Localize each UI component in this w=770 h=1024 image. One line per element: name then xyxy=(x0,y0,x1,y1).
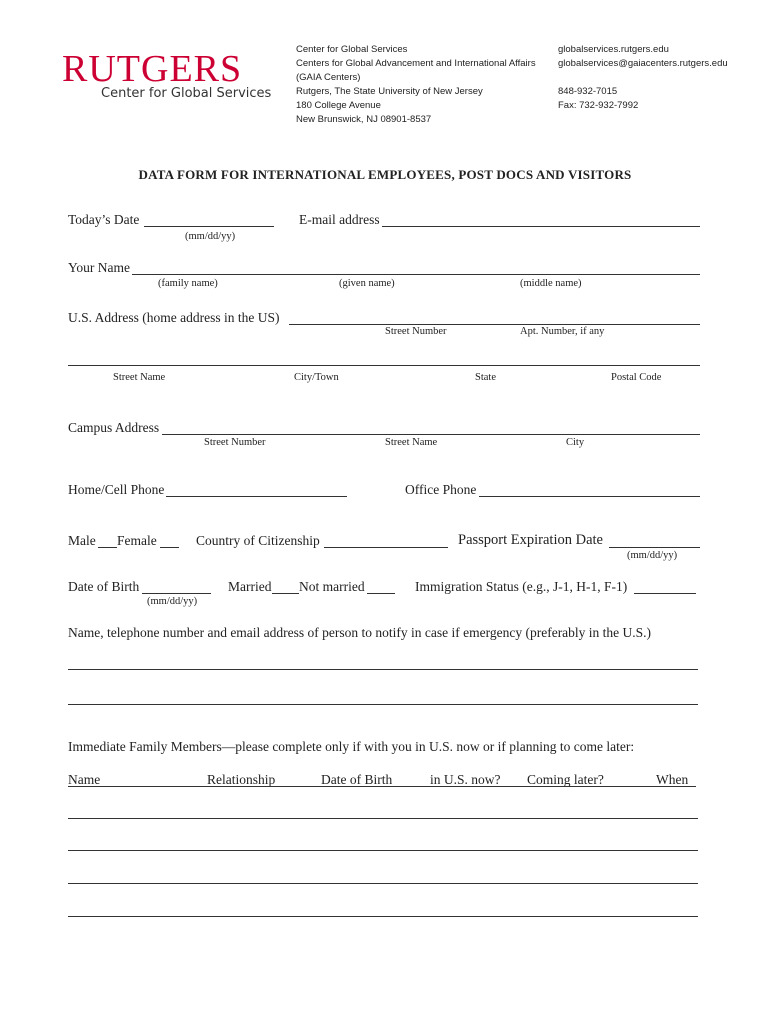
not-married-label: Not married xyxy=(299,579,365,594)
campus-address-label: Campus Address xyxy=(68,420,160,435)
family-row-3[interactable] xyxy=(68,883,698,884)
campus-address-field[interactable] xyxy=(162,434,700,435)
male-label: Male xyxy=(68,533,96,548)
col-in-us: in U.S. now? xyxy=(430,772,501,787)
address-line: (GAIA Centers) xyxy=(296,72,361,83)
office-address xyxy=(296,43,536,127)
country-field[interactable] xyxy=(324,547,448,548)
immigration-field[interactable] xyxy=(634,593,696,594)
state-hint: State xyxy=(475,372,496,383)
campus-street-number-hint: Street Number xyxy=(204,437,266,448)
us-address-line-2-field[interactable] xyxy=(68,365,700,366)
us-address-field[interactable] xyxy=(289,324,700,325)
male-field[interactable] xyxy=(98,547,117,548)
family-row-2[interactable] xyxy=(68,850,698,851)
col-coming-later: Coming later? xyxy=(527,772,604,787)
form-title: DATA FORM FOR INTERNATIONAL EMPLOYEES, POST DOCS AND VISITORS xyxy=(138,167,632,182)
female-label: Female xyxy=(117,533,157,548)
date-format-hint: (mm/dd/yy) xyxy=(185,231,236,242)
rutgers-logo: RUTGERS xyxy=(62,48,243,90)
family-row-1[interactable] xyxy=(68,818,698,819)
postal-code-hint: Postal Code xyxy=(611,372,662,383)
emergency-label: Name, telephone number and email address of person to notify in case if emergency (preferably in the U.S.) xyxy=(68,625,652,640)
emergency-field-2[interactable] xyxy=(68,704,698,705)
logo-subtitle: Center for Global Services xyxy=(101,86,272,101)
family-header-underline xyxy=(68,786,696,787)
address-line: Centers for Global Advancement and International Affairs xyxy=(296,58,536,69)
female-field[interactable] xyxy=(160,547,179,548)
col-when: When xyxy=(656,772,689,787)
home-phone-field[interactable] xyxy=(166,496,347,497)
dob-format-hint: (mm/dd/yy) xyxy=(147,596,198,607)
address-line: Rutgers, The State University of New Jersey xyxy=(296,86,483,97)
family-row-4[interactable] xyxy=(68,916,698,917)
your-name-field[interactable] xyxy=(132,274,700,275)
apt-number-hint: Apt. Number, if any xyxy=(520,326,605,337)
phone: 848-932-7015 xyxy=(558,86,618,97)
office-phone-field[interactable] xyxy=(479,496,700,497)
dob-label: Date of Birth xyxy=(68,579,140,594)
immigration-label: Immigration Status (e.g., J-1, H-1, F-1) xyxy=(415,579,628,594)
col-dob: Date of Birth xyxy=(321,772,393,787)
col-relationship: Relationship xyxy=(207,772,276,787)
city-hint: City xyxy=(566,437,585,448)
address-line: Center for Global Services xyxy=(296,44,408,55)
todays-date-field[interactable] xyxy=(144,226,274,227)
passport-format-hint: (mm/dd/yy) xyxy=(627,550,678,561)
website: globalservices.rutgers.edu xyxy=(558,44,669,55)
street-number-hint: Street Number xyxy=(385,326,447,337)
address-line: New Brunswick, NJ 08901-8537 xyxy=(296,114,432,125)
home-phone-label: Home/Cell Phone xyxy=(68,482,165,497)
not-married-field[interactable] xyxy=(367,593,395,594)
email-field[interactable] xyxy=(382,226,700,227)
address-line: 180 College Avenue xyxy=(296,100,381,111)
married-label: Married xyxy=(228,579,272,594)
middle-name-hint: (middle name) xyxy=(520,278,582,289)
col-name: Name xyxy=(68,772,101,787)
street-name-hint: Street Name xyxy=(113,372,166,383)
family-intro: Immediate Family Members—please complete only if with you in U.S. now or if planning to come later: xyxy=(68,739,635,754)
passport-label: Passport Expiration Date xyxy=(458,532,603,548)
family-name-hint: (family name) xyxy=(158,278,218,289)
us-address-label: U.S. Address (home address in the US) xyxy=(68,310,280,325)
email-label: E-mail address xyxy=(299,212,380,227)
passport-field[interactable] xyxy=(609,547,700,548)
emergency-field-1[interactable] xyxy=(68,669,698,670)
dob-field[interactable] xyxy=(142,593,211,594)
city-town-hint: City/Town xyxy=(294,372,339,383)
todays-date-label: Today’s Date xyxy=(68,212,140,227)
country-label: Country of Citizenship xyxy=(196,533,320,548)
married-field[interactable] xyxy=(272,593,299,594)
campus-street-name-hint: Street Name xyxy=(385,437,438,448)
your-name-label: Your Name xyxy=(68,260,131,275)
email: globalservices@gaiacenters.rutgers.edu xyxy=(558,58,728,69)
office-phone-label: Office Phone xyxy=(405,482,477,497)
fax: Fax: 732-932-7992 xyxy=(558,100,639,111)
given-name-hint: (given name) xyxy=(339,278,395,289)
office-contact xyxy=(558,43,728,113)
